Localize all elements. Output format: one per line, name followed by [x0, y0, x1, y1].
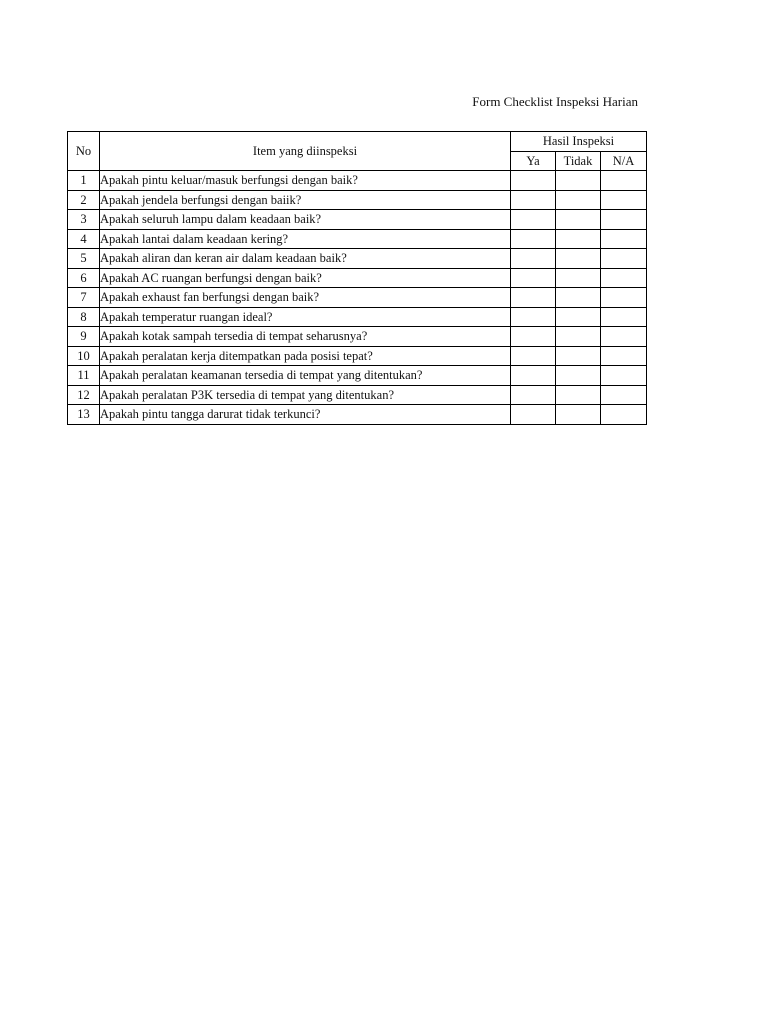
table-row [68, 366, 647, 386]
table-row [68, 268, 647, 288]
row-item: Apakah lantai dalam keadaan kering? [100, 229, 511, 249]
table-row [68, 229, 647, 249]
row-number: 9 [68, 327, 100, 347]
tidak-cell[interactable] [556, 288, 601, 308]
header-item: Item yang diinspeksi [100, 132, 511, 171]
table-row [68, 249, 647, 269]
table-row [68, 210, 647, 230]
row-number: 11 [68, 366, 100, 386]
tidak-cell[interactable] [556, 405, 601, 425]
row-number: 5 [68, 249, 100, 269]
tidak-cell[interactable] [556, 210, 601, 230]
tidak-cell[interactable] [556, 385, 601, 405]
row-number: 13 [68, 405, 100, 425]
row-item: Apakah aliran dan keran air dalam keadaan baik? [100, 249, 511, 269]
ya-cell[interactable] [511, 288, 556, 308]
row-item: Apakah seluruh lampu dalam keadaan baik? [100, 210, 511, 230]
header-no: No [68, 132, 100, 171]
checklist-body [68, 171, 647, 425]
ya-cell[interactable] [511, 171, 556, 191]
row-number: 12 [68, 385, 100, 405]
na-cell[interactable] [601, 210, 647, 230]
na-cell[interactable] [601, 249, 647, 269]
row-item: Apakah AC ruangan berfungsi dengan baik? [100, 268, 511, 288]
ya-cell[interactable] [511, 268, 556, 288]
na-cell[interactable] [601, 268, 647, 288]
tidak-cell[interactable] [556, 249, 601, 269]
table-row [68, 346, 647, 366]
row-item: Apakah temperatur ruangan ideal? [100, 307, 511, 327]
row-item: Apakah peralatan keamanan tersedia di tempat yang ditentukan? [100, 366, 511, 386]
header-ya: Ya [511, 152, 556, 171]
tidak-cell[interactable] [556, 327, 601, 347]
row-number: 7 [68, 288, 100, 308]
table-row [68, 385, 647, 405]
ya-cell[interactable] [511, 405, 556, 425]
tidak-cell[interactable] [556, 366, 601, 386]
inspection-checklist-table [67, 131, 647, 425]
ya-cell[interactable] [511, 385, 556, 405]
header-hasil-inspeksi: Hasil Inspeksi [511, 132, 647, 152]
ya-cell[interactable] [511, 307, 556, 327]
table-row [68, 307, 647, 327]
row-number: 3 [68, 210, 100, 230]
row-item: Apakah pintu tangga darurat tidak terkunci? [100, 405, 511, 425]
na-cell[interactable] [601, 385, 647, 405]
na-cell[interactable] [601, 288, 647, 308]
header-tidak: Tidak [556, 152, 601, 171]
table-row [68, 190, 647, 210]
ya-cell[interactable] [511, 346, 556, 366]
tidak-cell[interactable] [556, 346, 601, 366]
tidak-cell[interactable] [556, 307, 601, 327]
header-na: N/A [601, 152, 647, 171]
ya-cell[interactable] [511, 366, 556, 386]
row-number: 6 [68, 268, 100, 288]
row-number: 8 [68, 307, 100, 327]
tidak-cell[interactable] [556, 229, 601, 249]
table-row [68, 288, 647, 308]
ya-cell[interactable] [511, 210, 556, 230]
tidak-cell[interactable] [556, 268, 601, 288]
na-cell[interactable] [601, 171, 647, 191]
tidak-cell[interactable] [556, 171, 601, 191]
row-item: Apakah peralatan kerja ditempatkan pada posisi tepat? [100, 346, 511, 366]
na-cell[interactable] [601, 229, 647, 249]
row-number: 10 [68, 346, 100, 366]
tidak-cell[interactable] [556, 190, 601, 210]
row-item: Apakah jendela berfungsi dengan baiik? [100, 190, 511, 210]
row-number: 1 [68, 171, 100, 191]
table-row [68, 327, 647, 347]
table-row [68, 405, 647, 425]
na-cell[interactable] [601, 307, 647, 327]
row-item: Apakah exhaust fan berfungsi dengan baik? [100, 288, 511, 308]
form-title: Form Checklist Inspeksi Harian [472, 94, 638, 109]
ya-cell[interactable] [511, 229, 556, 249]
row-number: 2 [68, 190, 100, 210]
row-item: Apakah peralatan P3K tersedia di tempat yang ditentukan? [100, 385, 511, 405]
ya-cell[interactable] [511, 249, 556, 269]
ya-cell[interactable] [511, 190, 556, 210]
row-item: Apakah kotak sampah tersedia di tempat seharusnya? [100, 327, 511, 347]
na-cell[interactable] [601, 346, 647, 366]
ya-cell[interactable] [511, 327, 556, 347]
table-row [68, 171, 647, 191]
na-cell[interactable] [601, 405, 647, 425]
na-cell[interactable] [601, 190, 647, 210]
row-item: Apakah pintu keluar/masuk berfungsi dengan baik? [100, 171, 511, 191]
na-cell[interactable] [601, 366, 647, 386]
na-cell[interactable] [601, 327, 647, 347]
row-number: 4 [68, 229, 100, 249]
